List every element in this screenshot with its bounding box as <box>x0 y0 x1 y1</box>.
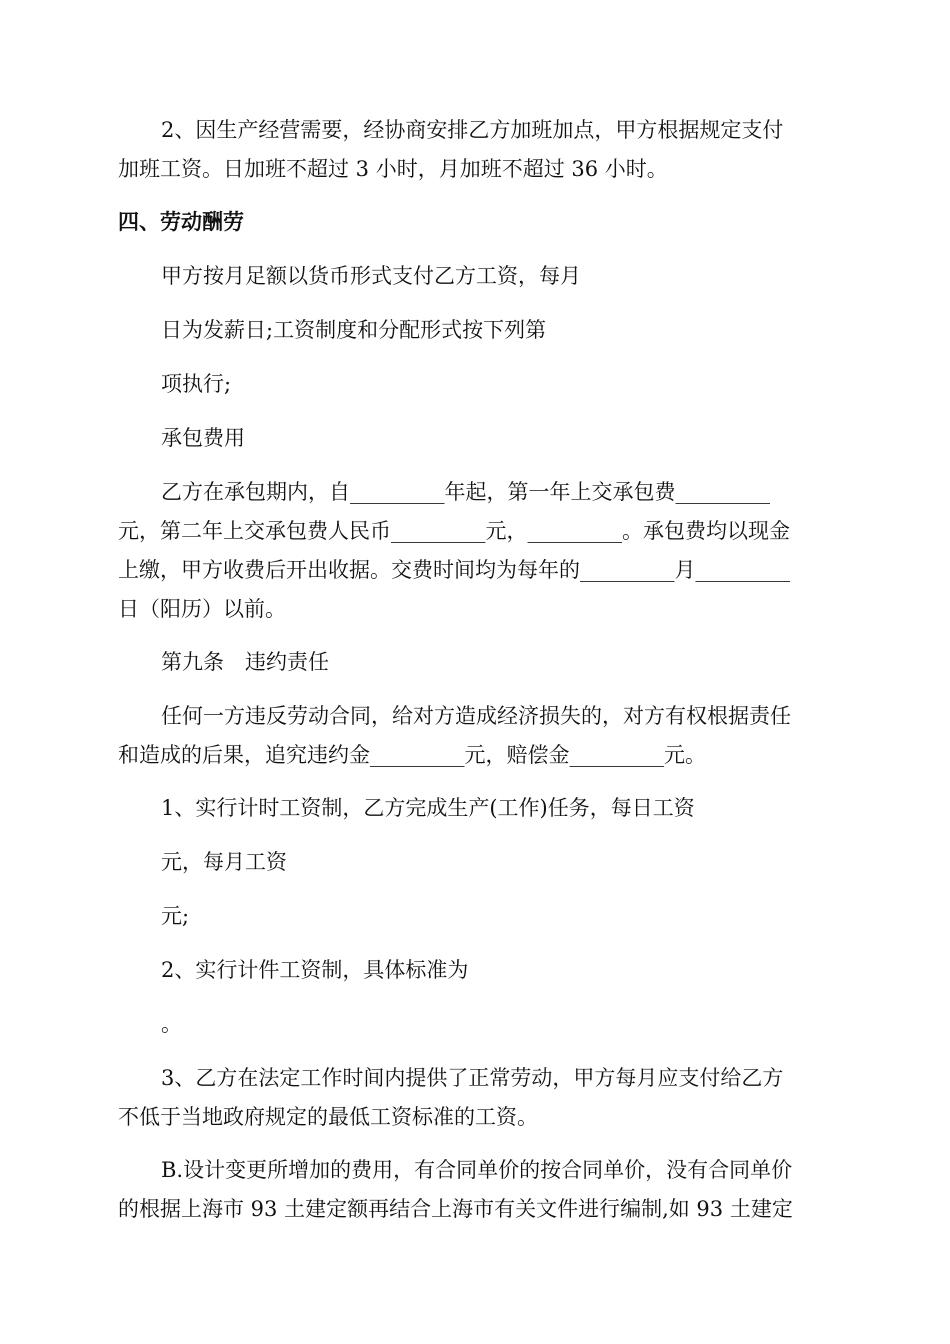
paragraph-time-wage-line-3: 元; <box>161 904 190 928</box>
paragraph-salary-line-3: 项执行; <box>161 372 232 396</box>
paragraph-salary-line-2: 日为发薪日;工资制度和分配形式按下列第 <box>161 318 547 342</box>
paragraph-time-wage-line-2: 元，每月工资 <box>161 850 287 874</box>
paragraph-overtime-line-2: 加班工资。日加班不超过 3 小时，月加班不超过 36 小时。 <box>118 157 668 181</box>
paragraph-design-change-line-2: 的根据上海市 93 土建定额再结合上海市有关文件进行编制,如 93 土建定 <box>118 1197 793 1221</box>
paragraph-minimum-wage-line-2: 不低于当地政府规定的最低工资标准的工资。 <box>118 1105 538 1129</box>
paragraph-overtime-line-1: 2、因生产经营需要，经协商安排乙方加班加点，甲方根据规定支付 <box>161 118 784 142</box>
section-heading-remuneration: 四、劳动酬劳 <box>118 210 244 234</box>
paragraph-piece-wage-line-1: 2、实行计件工资制，具体标准为 <box>161 958 469 982</box>
paragraph-salary-line-1: 甲方按月足额以货币形式支付乙方工资，每月 <box>161 264 581 288</box>
paragraph-liability-line-1: 任何一方违反劳动合同，给对方造成经济损失的，对方有权根据责任 <box>161 704 791 728</box>
paragraph-fee-line-2: 元，第二年上交承包费人民币_________元，_________。承包费均以现金 <box>118 519 790 543</box>
paragraph-time-wage-line-1: 1、实行计时工资制，乙方完成生产(工作)任务，每日工资 <box>161 796 695 820</box>
paragraph-piece-wage-line-2: 。 <box>161 1012 182 1036</box>
paragraph-fee-line-1: 乙方在承包期内，自_________年起，第一年上交承包费_________ <box>161 480 770 504</box>
paragraph-minimum-wage-line-1: 3、乙方在法定工作时间内提供了正常劳动，甲方每月应支付给乙方 <box>161 1066 784 1090</box>
paragraph-fee-line-3: 上缴，甲方收费后开出收据。交费时间均为每年的_________月_________ <box>118 558 790 582</box>
paragraph-fee-line-4: 日（阳历）以前。 <box>118 597 286 621</box>
heading-article-nine: 第九条 违约责任 <box>161 650 329 674</box>
heading-contract-fee: 承包费用 <box>161 426 245 450</box>
paragraph-liability-line-2: 和造成的后果，追究违约金_________元，赔偿金_________元。 <box>118 743 706 767</box>
paragraph-design-change-line-1: B.设计变更所增加的费用，有合同单价的按合同单价，没有合同单价 <box>161 1158 793 1182</box>
